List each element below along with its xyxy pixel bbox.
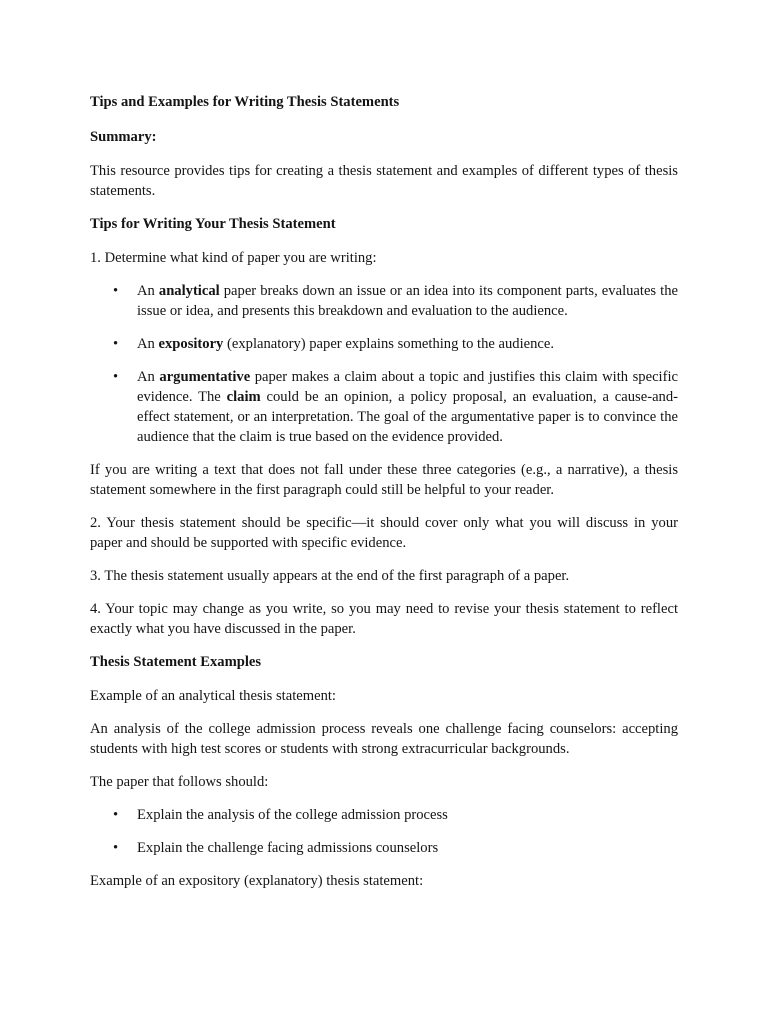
item-text: Explain the challenge facing admissions counselors [137, 840, 439, 856]
tips-heading: Tips for Writing Your Thesis Statement [90, 216, 336, 232]
item-prefix: An [137, 336, 159, 352]
document-body [90, 92, 678, 904]
bullet-icon: • [113, 336, 119, 352]
item-prefix: An [137, 283, 159, 299]
item-text: paper breaks down an issue or an idea into its component parts, evaluates the issue or idea, and presents this breakdown and evaluation to the audience. [137, 283, 678, 319]
item-text: Explain the analysis of the college admission process [137, 807, 448, 823]
list-item [90, 838, 678, 858]
summary-heading: Summary: [90, 129, 157, 145]
tip-1-paragraph: 1. Determine what kind of paper you are writing: [90, 250, 377, 266]
list-item-expository [90, 334, 678, 354]
bullet-icon: • [113, 807, 119, 823]
item-text: paper makes a claim about a topic and justifies this claim with specific evidence. The [137, 369, 678, 405]
bullet-icon: • [113, 840, 119, 856]
list-item-analytical [90, 281, 678, 321]
follows-list [90, 805, 678, 858]
keyword-claim: claim [226, 389, 261, 405]
tip-4-paragraph: 4. Your topic may change as you write, so you may need to revise your thesis statement to reflect exactly what you have discussed in the paper. [90, 601, 678, 637]
document-title: Tips and Examples for Writing Thesis Statements [90, 94, 400, 110]
other-categories-paragraph: If you are writing a text that does not fall under these three categories (e.g., a narrative), a thesis statement somewhere in the first paragraph could still be helpful to your reader. [90, 462, 678, 498]
analytical-example-label: Example of an analytical thesis statement: [90, 688, 336, 704]
keyword-expository: expository [158, 336, 224, 352]
summary-paragraph: This resource provides tips for creating a thesis statement and examples of different types of thesis statements. [90, 163, 678, 199]
list-item-argumentative [90, 367, 678, 447]
bullet-icon: • [113, 283, 119, 299]
paper-types-list [90, 281, 678, 447]
examples-heading: Thesis Statement Examples [90, 654, 262, 670]
tip-2-paragraph: 2. Your thesis statement should be specific—it should cover only what you will discuss in your paper and should be supported with specific evidence. [90, 515, 678, 551]
item-prefix: An [137, 369, 160, 385]
analytical-example-paragraph: An analysis of the college admission process reveals one challenge facing counselors: accepting students with high test scores or students with strong extracurricular backgrounds. [90, 721, 678, 757]
item-text: (explanatory) paper explains something to the audience. [223, 336, 555, 352]
keyword-analytical: analytical [158, 283, 220, 299]
tip-3-paragraph: 3. The thesis statement usually appears at the end of the first paragraph of a paper. [90, 568, 570, 584]
item-text: could be an opinion, a policy proposal, an evaluation, a cause-and-effect statement, or an interpretation. The goal of the argumentative paper is to convince the audience that the claim is true based on the evidence provided. [137, 389, 678, 445]
keyword-argumentative: argumentative [159, 369, 251, 385]
list-item [90, 805, 678, 825]
follows-label: The paper that follows should: [90, 774, 269, 790]
bullet-icon: • [113, 369, 119, 385]
expository-example-label: Example of an expository (explanatory) thesis statement: [90, 873, 424, 889]
